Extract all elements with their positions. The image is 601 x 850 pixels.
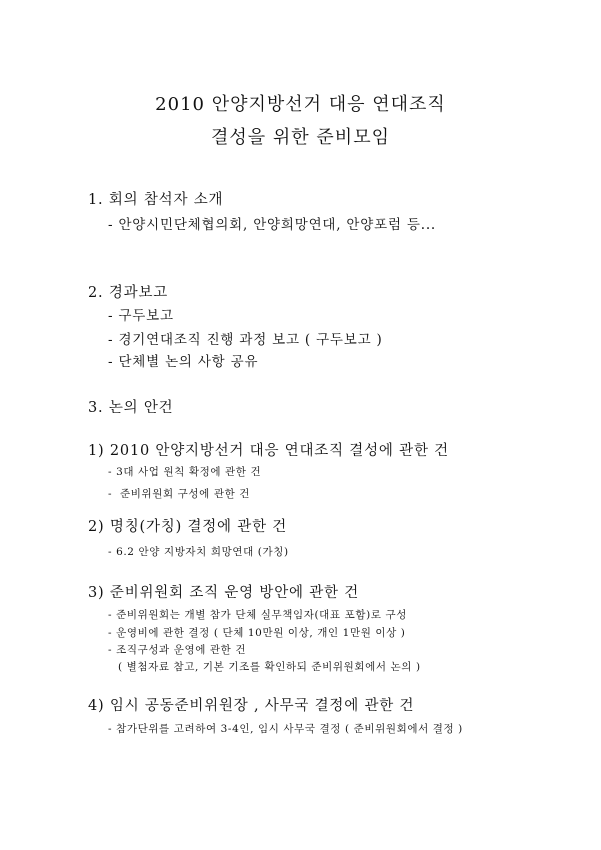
section-3-heading: 3. 논의 안건 xyxy=(88,400,174,416)
agenda-2-item: - 6.2 안양 지방자치 희망연대 (가칭) xyxy=(108,546,289,558)
document-title-line-2: 결성을 위한 준비모임 xyxy=(211,127,390,148)
agenda-3-item: - 운영비에 관한 결정 ( 단체 10만원 이상, 개인 1만원 이상 ) xyxy=(108,627,406,639)
agenda-3-item: - 조직구성과 운영에 관한 건 xyxy=(108,644,247,656)
agenda-3-note: ( 별첨자료 참고, 기본 기조를 확인하되 준비위원회에서 논의 ) xyxy=(118,661,421,673)
section-2-item: - 경기연대조직 진행 과정 보고 ( 구두보고 ) xyxy=(108,332,383,348)
agenda-3-heading: 3) 준비위원회 조직 운영 방안에 관한 건 xyxy=(88,585,360,601)
section-2-item: - 구두보고 xyxy=(108,308,174,324)
section-1-item: - 안양시민단체협의회, 안양희망연대, 안양포럼 등... xyxy=(108,217,437,233)
agenda-3-item: - 준비위원회는 개별 참가 단체 실무책임자(대표 포함)로 구성 xyxy=(108,609,407,621)
agenda-1-item: - 3대 사업 원칙 확정에 관한 건 xyxy=(108,466,262,478)
agenda-1-heading: 1) 2010 안양지방선거 대응 연대조직 결성에 관한 건 xyxy=(88,443,449,459)
agenda-1-item: - 준비위원회 구성에 관한 건 xyxy=(108,488,251,500)
document-title-line-1: 2010 안양지방선거 대응 연대조직 xyxy=(155,94,446,115)
section-1-heading: 1. 회의 참석자 소개 xyxy=(88,192,224,208)
agenda-4-item: - 참가단위를 고려하여 3-4인, 임시 사무국 결정 ( 준비위원회에서 결정 ) xyxy=(108,723,463,735)
section-2-item: - 단체별 논의 사항 공유 xyxy=(108,354,259,370)
agenda-2-heading: 2) 명칭(가칭) 결정에 관한 건 xyxy=(88,519,288,535)
agenda-4-heading: 4) 임시 공동준비위원장 , 사무국 결정에 관한 건 xyxy=(88,698,415,714)
section-2-heading: 2. 경과보고 xyxy=(88,285,169,301)
